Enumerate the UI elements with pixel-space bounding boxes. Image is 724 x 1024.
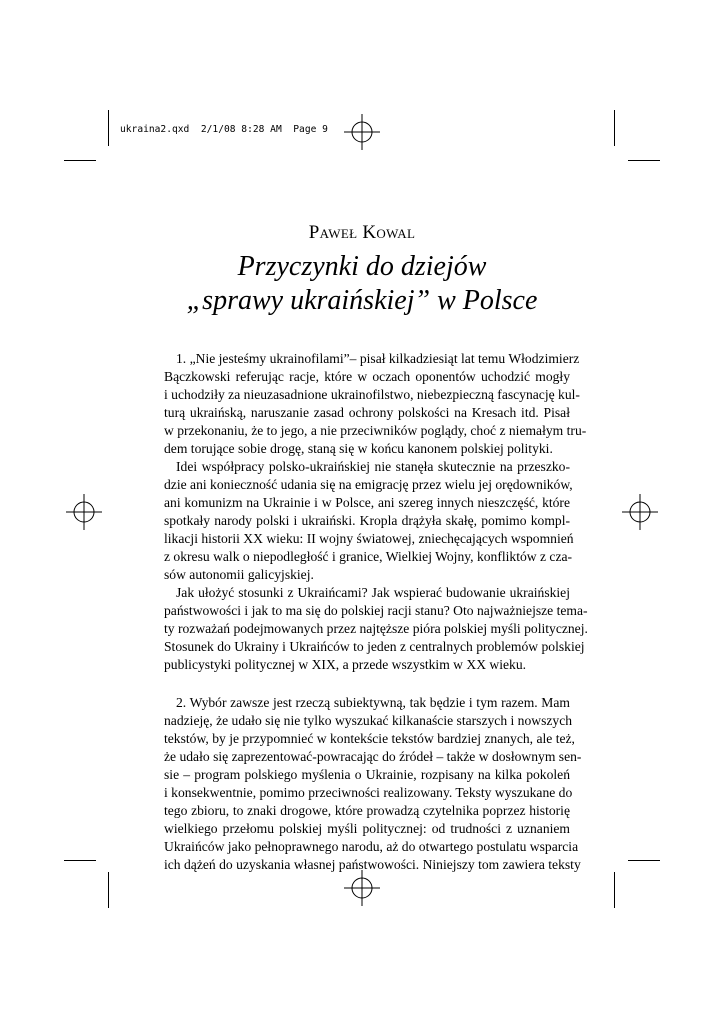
title-line: „sprawy ukraińskiej” w Polsce xyxy=(186,285,538,316)
crop-mark-top-left-horizontal xyxy=(64,160,96,161)
text-line: Bączkowski referując racje, które w oczach oponentów uchodzić mogły xyxy=(164,369,570,384)
text-line: sów autonomii galicyjskiej. xyxy=(164,567,314,582)
text-line: Stosunek do Ukrainy i Ukraińców to jeden z centralnych problemów polskiej xyxy=(164,639,585,654)
text-line: nadzieję, że udało się nie tylko wyszukać kilkanaście starszych i nowszych xyxy=(164,713,573,728)
text-line: i uchodziły za nieuzasadnione ukrainofilstwo, niebezpieczną fascynację kul- xyxy=(164,387,580,402)
text-line: sie – program polskiego myślenia o Ukrainie, rozpisany na kilka pokoleń xyxy=(164,767,570,782)
text-line: dem torujące sobie drogę, staną się w końcu kanonem polskiej polityki. xyxy=(164,441,553,456)
text-line: tego zbioru, to znaki drogowe, które prowadzą czytelnika poprzez historię xyxy=(164,803,570,818)
text-line: państwowości i jak to ma się do polskiej racji stanu? Oto najważniejsze tema- xyxy=(164,603,588,618)
crop-mark-bottom-left-vertical xyxy=(108,872,109,908)
registration-mark-top xyxy=(342,112,382,152)
paragraph xyxy=(164,584,588,674)
crop-mark-top-right-vertical xyxy=(614,110,615,146)
crop-mark-bottom-right-horizontal xyxy=(628,860,660,861)
text-line: 2. Wybór zawsze jest rzeczą subiektywną, tak będzie i tym razem. Mam xyxy=(176,695,570,710)
text-line: 1. „Nie jesteśmy ukrainofilami”– pisał kilkadziesiąt lat temu Włodzimierz xyxy=(176,351,580,366)
print-slug: ukraina2.qxd 2/1/08 8:28 AM Page 9 xyxy=(120,124,328,135)
text-line: likacji historii XX wieku: II wojny światowej, zniechęcających wspomnień xyxy=(164,531,574,546)
body-text xyxy=(164,350,588,874)
text-line: tekstów, by je przypomnieć w kontekście tekstów bardziej znanych, ale też, xyxy=(164,731,575,746)
crop-mark-bottom-left-horizontal xyxy=(64,860,96,861)
registration-mark-bottom xyxy=(342,868,382,908)
crop-mark-top-left-vertical xyxy=(108,110,109,146)
text-line: ich dążeń do uzyskania własnej państwowości. Niniejszy tom zawiera teksty xyxy=(164,857,581,872)
text-line: spotkały narody polski i ukraiński. Kropla drążyła skałę, pomimo kompl- xyxy=(164,513,570,528)
author-name: Paweł Kowal xyxy=(308,222,416,243)
text-line: Idei współpracy polsko-ukraińskiej nie stanęła skutecznie na przeszko- xyxy=(176,459,570,474)
text-line: Jak ułożyć stosunki z Ukraińcami? Jak wspierać budowanie ukraińskiej xyxy=(176,585,570,600)
text-line: dzie ani konieczność udania się na emigrację przez wielu jej orędowników, xyxy=(164,477,573,492)
text-line: Ukraińców jako pełnoprawnego narodu, aż do otwartego postulatu wsparcia xyxy=(164,839,579,854)
text-line: ani komunizm na Ukrainie i w Polsce, ani szereg innych nieszczęść, które xyxy=(164,495,570,510)
registration-mark-right xyxy=(620,492,660,532)
paragraph xyxy=(164,694,582,874)
crop-mark-bottom-right-vertical xyxy=(614,872,615,908)
text-line: z okresu walk o niepodległość i granice, Wielkiej Wojny, konfliktów z cza- xyxy=(164,549,573,564)
text-line: i konsekwentnie, pomimo przeciwności realizowany. Teksty wyszukane do xyxy=(164,785,573,800)
crop-mark-top-right-horizontal xyxy=(628,160,660,161)
registration-mark-left xyxy=(64,492,104,532)
paragraph xyxy=(164,458,574,584)
text-line: w przekonaniu, że to jego, a nie przeciwników poglądy, choć z niemałym tru- xyxy=(164,423,587,438)
text-line: wielkiego przełomu polskiej myśli politycznej: od trudności z uznaniem xyxy=(164,821,570,836)
text-line: że udało się zaprezentować-powracając do źródeł – także w dosłownym sen- xyxy=(164,749,582,764)
chapter-title xyxy=(0,250,724,318)
paragraph-gap xyxy=(164,674,570,694)
title-line: Przyczynki do dziejów xyxy=(237,251,487,282)
paragraph xyxy=(164,350,587,458)
text-line: turą ukraińską, naruszanie zasad ochrony polskości na Kresach itd. Pisał xyxy=(164,405,570,420)
text-line: publicystyki politycznej w XIX, a przede wszystkim w XX wieku. xyxy=(164,657,527,672)
text-line: ty rozważań podejmowanych przez najtęższe pióra polskiej myśli politycznej. xyxy=(164,621,588,636)
